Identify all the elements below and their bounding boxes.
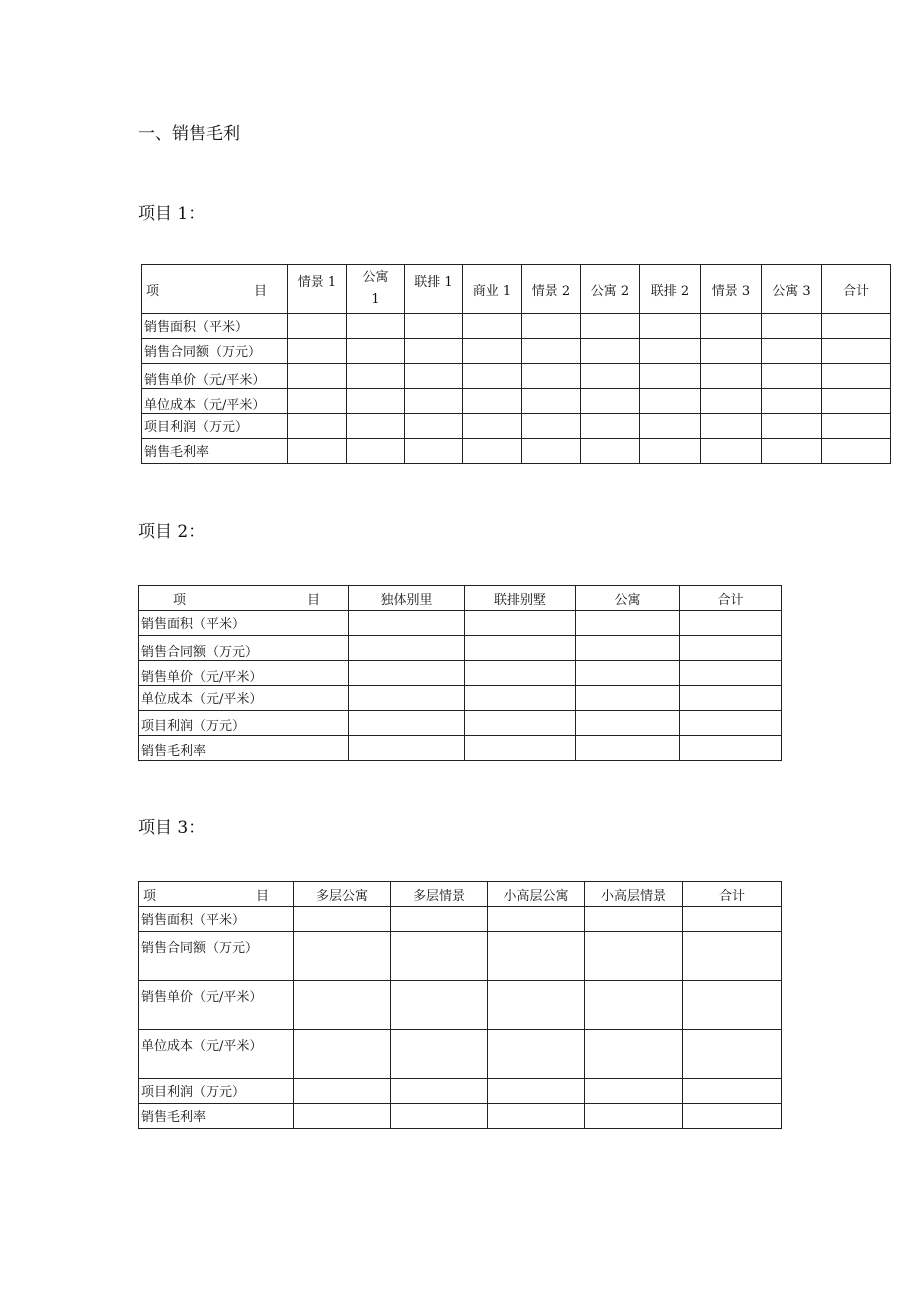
table-row bbox=[142, 439, 891, 464]
row-label: 销售面积（平米） bbox=[139, 611, 349, 636]
data-cell bbox=[488, 932, 585, 981]
data-cell bbox=[347, 439, 405, 464]
row-label: 单位成本（元/平米） bbox=[142, 389, 288, 414]
corner-header-cell bbox=[139, 882, 294, 907]
row-label: 单位成本（元/平米） bbox=[139, 1030, 294, 1079]
row-label: 销售单价（元/平米） bbox=[142, 364, 288, 389]
data-cell bbox=[463, 339, 522, 364]
corner-label-right: 目 bbox=[253, 283, 267, 299]
data-cell bbox=[349, 611, 465, 636]
data-cell bbox=[640, 339, 701, 364]
data-cell bbox=[347, 339, 405, 364]
column-header: 商业 1 bbox=[463, 265, 522, 314]
data-cell bbox=[680, 611, 782, 636]
column-header: 小高层公寓 bbox=[488, 882, 585, 907]
table-row bbox=[142, 339, 891, 364]
data-cell bbox=[576, 636, 680, 661]
data-cell bbox=[822, 389, 891, 414]
data-cell bbox=[522, 314, 581, 339]
data-cell bbox=[522, 389, 581, 414]
column-header: 公寓 1 bbox=[347, 265, 405, 314]
data-cell bbox=[391, 981, 488, 1030]
data-cell bbox=[762, 364, 822, 389]
table-row bbox=[139, 1079, 782, 1104]
corner-label-right: 目 bbox=[255, 888, 269, 904]
column-header: 情景 1 bbox=[288, 265, 347, 314]
data-cell bbox=[581, 414, 640, 439]
data-cell bbox=[288, 364, 347, 389]
column-header: 合计 bbox=[683, 882, 782, 907]
data-cell bbox=[585, 1079, 683, 1104]
data-cell bbox=[701, 389, 762, 414]
project-1-table bbox=[141, 264, 891, 464]
data-cell bbox=[762, 439, 822, 464]
data-cell bbox=[463, 314, 522, 339]
data-cell bbox=[585, 1030, 683, 1079]
table-row bbox=[139, 611, 782, 636]
data-cell bbox=[294, 1104, 391, 1129]
table-row bbox=[139, 736, 782, 761]
data-cell bbox=[683, 981, 782, 1030]
data-cell bbox=[391, 907, 488, 932]
data-cell bbox=[465, 611, 576, 636]
data-cell bbox=[288, 389, 347, 414]
corner-header-cell bbox=[139, 586, 349, 611]
data-cell bbox=[294, 907, 391, 932]
column-header: 情景 2 bbox=[522, 265, 581, 314]
section-title: 一、销售毛利 bbox=[138, 124, 240, 144]
data-cell bbox=[585, 1104, 683, 1129]
data-cell bbox=[585, 907, 683, 932]
data-cell bbox=[680, 686, 782, 711]
data-cell bbox=[762, 414, 822, 439]
table-row bbox=[139, 1104, 782, 1129]
data-cell bbox=[576, 661, 680, 686]
data-cell bbox=[576, 611, 680, 636]
data-cell bbox=[465, 711, 576, 736]
row-label: 销售单价（元/平米） bbox=[139, 981, 294, 1030]
column-header: 多层公寓 bbox=[294, 882, 391, 907]
data-cell bbox=[762, 314, 822, 339]
data-cell bbox=[822, 339, 891, 364]
data-cell bbox=[465, 686, 576, 711]
table-row bbox=[139, 932, 782, 981]
data-cell bbox=[391, 1079, 488, 1104]
data-cell bbox=[405, 314, 463, 339]
data-cell bbox=[347, 314, 405, 339]
data-cell bbox=[405, 339, 463, 364]
data-cell bbox=[683, 1104, 782, 1129]
data-cell bbox=[581, 389, 640, 414]
row-label: 销售毛利率 bbox=[139, 736, 349, 761]
column-header: 合计 bbox=[822, 265, 891, 314]
column-header: 联排 1 bbox=[405, 265, 463, 314]
data-cell bbox=[680, 736, 782, 761]
row-label: 销售单价（元/平米） bbox=[139, 661, 349, 686]
table-row bbox=[142, 414, 891, 439]
data-cell bbox=[581, 314, 640, 339]
column-header: 合计 bbox=[680, 586, 782, 611]
row-label: 单位成本（元/平米） bbox=[139, 686, 349, 711]
corner-label-left: 项 bbox=[173, 592, 187, 608]
data-cell bbox=[294, 981, 391, 1030]
table-row bbox=[139, 636, 782, 661]
column-header: 公寓 2 bbox=[581, 265, 640, 314]
corner-label-left: 项 bbox=[143, 888, 157, 904]
table-header-row bbox=[142, 265, 891, 314]
data-cell bbox=[522, 364, 581, 389]
column-header: 情景 3 bbox=[701, 265, 762, 314]
corner-header-cell bbox=[142, 265, 288, 314]
data-cell bbox=[294, 1079, 391, 1104]
data-cell bbox=[640, 389, 701, 414]
row-label: 销售面积（平米） bbox=[142, 314, 288, 339]
project-3-table bbox=[138, 881, 782, 1129]
column-header: 联排 2 bbox=[640, 265, 701, 314]
data-cell bbox=[349, 736, 465, 761]
data-cell bbox=[581, 364, 640, 389]
data-cell bbox=[822, 364, 891, 389]
data-cell bbox=[822, 314, 891, 339]
data-cell bbox=[465, 661, 576, 686]
column-header: 小高层情景 bbox=[585, 882, 683, 907]
data-cell bbox=[683, 1030, 782, 1079]
table-row bbox=[142, 364, 891, 389]
data-cell bbox=[640, 314, 701, 339]
data-cell bbox=[463, 389, 522, 414]
data-cell bbox=[488, 907, 585, 932]
table-header-row bbox=[139, 586, 782, 611]
column-header: 联排别墅 bbox=[465, 586, 576, 611]
data-cell bbox=[576, 736, 680, 761]
data-cell bbox=[701, 364, 762, 389]
data-cell bbox=[683, 932, 782, 981]
column-header: 公寓 3 bbox=[762, 265, 822, 314]
data-cell bbox=[701, 314, 762, 339]
data-cell bbox=[349, 686, 465, 711]
data-cell bbox=[349, 711, 465, 736]
table-row bbox=[142, 389, 891, 414]
data-cell bbox=[347, 364, 405, 389]
data-cell bbox=[683, 907, 782, 932]
data-cell bbox=[640, 439, 701, 464]
table-row bbox=[139, 661, 782, 686]
table-row bbox=[142, 314, 891, 339]
row-label: 销售合同额（万元） bbox=[139, 932, 294, 981]
data-cell bbox=[680, 711, 782, 736]
data-cell bbox=[288, 439, 347, 464]
data-cell bbox=[391, 932, 488, 981]
data-cell bbox=[488, 1104, 585, 1129]
data-cell bbox=[576, 686, 680, 711]
data-cell bbox=[585, 932, 683, 981]
data-cell bbox=[463, 364, 522, 389]
project-3-title: 项目 3： bbox=[138, 818, 206, 838]
data-cell bbox=[405, 439, 463, 464]
data-cell bbox=[294, 932, 391, 981]
data-cell bbox=[585, 981, 683, 1030]
corner-label-right: 目 bbox=[306, 592, 320, 608]
data-cell bbox=[391, 1030, 488, 1079]
data-cell bbox=[349, 661, 465, 686]
row-label: 销售合同额（万元） bbox=[139, 636, 349, 661]
project-2-table bbox=[138, 585, 782, 761]
data-cell bbox=[405, 364, 463, 389]
table-header-row bbox=[139, 882, 782, 907]
column-header: 独体别里 bbox=[349, 586, 465, 611]
data-cell bbox=[288, 339, 347, 364]
data-cell bbox=[465, 736, 576, 761]
data-cell bbox=[288, 314, 347, 339]
data-cell bbox=[488, 1079, 585, 1104]
table-row bbox=[139, 711, 782, 736]
data-cell bbox=[405, 414, 463, 439]
column-header: 多层情景 bbox=[391, 882, 488, 907]
data-cell bbox=[640, 414, 701, 439]
data-cell bbox=[701, 339, 762, 364]
data-cell bbox=[522, 439, 581, 464]
data-cell bbox=[680, 661, 782, 686]
data-cell bbox=[488, 981, 585, 1030]
data-cell bbox=[294, 1030, 391, 1079]
row-label: 项目利润（万元） bbox=[139, 1079, 294, 1104]
data-cell bbox=[822, 414, 891, 439]
data-cell bbox=[822, 439, 891, 464]
row-label: 销售合同额（万元） bbox=[142, 339, 288, 364]
project-1-title: 项目 1： bbox=[138, 204, 206, 224]
data-cell bbox=[640, 364, 701, 389]
data-cell bbox=[522, 339, 581, 364]
data-cell bbox=[701, 439, 762, 464]
row-label: 销售面积（平米） bbox=[139, 907, 294, 932]
table-row bbox=[139, 907, 782, 932]
data-cell bbox=[465, 636, 576, 661]
data-cell bbox=[701, 414, 762, 439]
row-label: 销售毛利率 bbox=[142, 439, 288, 464]
corner-label-left: 项 bbox=[146, 283, 160, 299]
project-2-title: 项目 2： bbox=[138, 522, 206, 542]
data-cell bbox=[347, 414, 405, 439]
data-cell bbox=[349, 636, 465, 661]
data-cell bbox=[463, 439, 522, 464]
row-label: 项目利润（万元） bbox=[142, 414, 288, 439]
table-row bbox=[139, 686, 782, 711]
data-cell bbox=[762, 339, 822, 364]
data-cell bbox=[680, 636, 782, 661]
data-cell bbox=[581, 439, 640, 464]
table-row bbox=[139, 981, 782, 1030]
data-cell bbox=[405, 389, 463, 414]
data-cell bbox=[576, 711, 680, 736]
data-cell bbox=[288, 414, 347, 439]
data-cell bbox=[347, 389, 405, 414]
column-header: 公寓 bbox=[576, 586, 680, 611]
data-cell bbox=[463, 414, 522, 439]
data-cell bbox=[581, 339, 640, 364]
row-label: 销售毛利率 bbox=[139, 1104, 294, 1129]
data-cell bbox=[762, 389, 822, 414]
data-cell bbox=[391, 1104, 488, 1129]
data-cell bbox=[683, 1079, 782, 1104]
row-label: 项目利润（万元） bbox=[139, 711, 349, 736]
data-cell bbox=[522, 414, 581, 439]
table-row bbox=[139, 1030, 782, 1079]
data-cell bbox=[488, 1030, 585, 1079]
